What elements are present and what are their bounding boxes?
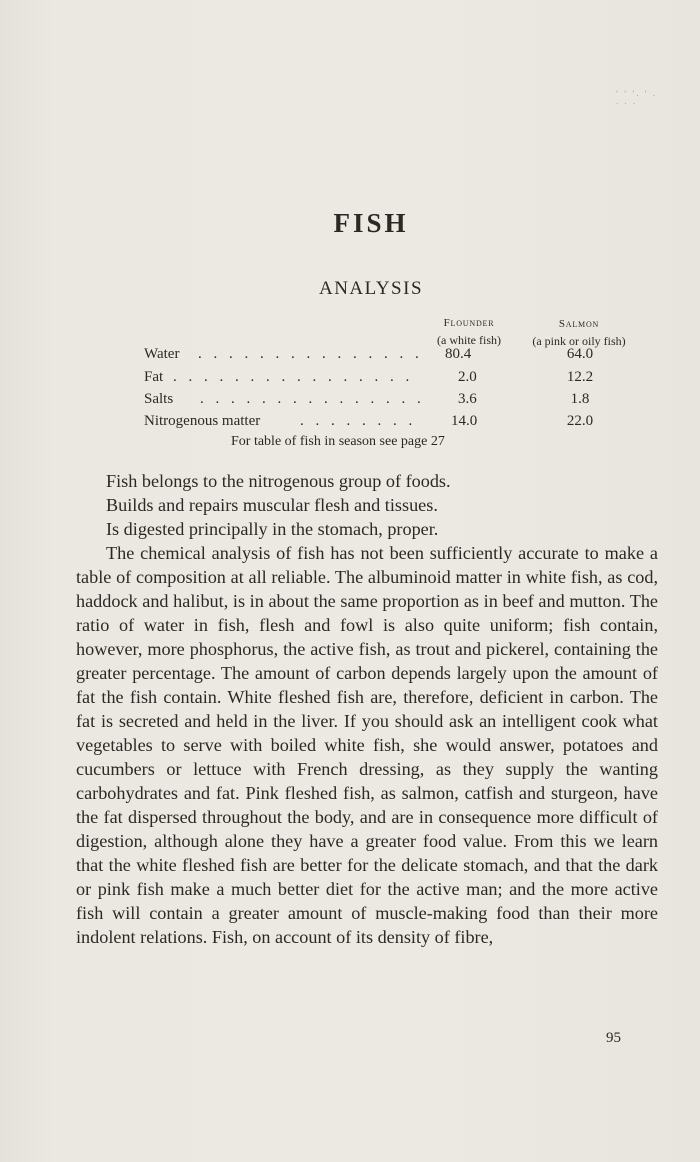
- salmon-value: 12.2: [566, 369, 594, 385]
- column-note: (a white fish): [437, 333, 501, 347]
- salmon-value: 64.0: [566, 346, 594, 362]
- body-text: [76, 469, 658, 949]
- row-label: Salts: [144, 391, 174, 407]
- salmon-value: 22.0: [566, 413, 594, 429]
- salmon-value: 1.8: [570, 391, 590, 407]
- paragraph: The chemical analysis of fish has not been sufficiently accurate to make a table of composition at all reliable. The albuminoid matter in white fish, as cod, haddock and halibut, is in about the same proportion as in beef and mutton. The ratio of water in fish, flesh and fowl is also quite uniform; fish contain, however, more phosphorus, the active fish, as trout and pickerel, containing the greater percentage. The amount of carbon depends largely upon the amount of fat the fish contain. White fleshed fish are, therefore, deficient in carbon. The fat is secreted and held in the liver. If you should ask an intelligent cook what vegetables to serve with boiled white fish, she would answer, potatoes and cucumbers or lettuce with French dressing, as they supply the wanting carbohydrates and fat. Pink fleshed fish, as salmon, catfish and sturgeon, have the fat dispersed throughout the body, and are in consequence more difficult of digestion, although alone they have a greater food value. From this we learn that the white fleshed fish are better for the delicate stomach, and that the dark or pink fish make a much better diet for the active man; and the more active fish will contain a greater amount of muscle-making food than their more indolent relations. Fish, on account of its density of fibre,: [76, 543, 658, 947]
- flounder-value: 3.6: [458, 391, 477, 407]
- table-footnote: For table of fish in season see page 27: [231, 434, 445, 449]
- flounder-value: 80.4: [445, 346, 472, 362]
- row-label: Water: [144, 346, 180, 362]
- paragraph: Builds and repairs muscular flesh and tissues.: [106, 495, 438, 515]
- column-name: Salmon: [558, 318, 600, 330]
- paragraph: Fish belongs to the nitrogenous group of foods.: [106, 471, 451, 491]
- flounder-value: 14.0: [451, 413, 478, 429]
- corner-mark: ' ' '. ' . . . .: [616, 90, 658, 106]
- column-note: (a pink or oily fish): [532, 334, 626, 348]
- row-leader: . . . . . . . . . . . . . . .: [200, 391, 425, 407]
- paragraph: Is digested principally in the stomach, proper.: [106, 519, 439, 539]
- row-leader: . . . . . . . .: [300, 413, 417, 429]
- flounder-value: 2.0: [458, 369, 477, 385]
- column-name: Flounder: [443, 317, 495, 329]
- column-header-salmon: [517, 318, 641, 349]
- page-title: FISH: [333, 208, 409, 238]
- row-leader: . . . . . . . . . . . . . . .: [198, 346, 423, 362]
- row-leader: . . . . . . . . . . . . . . . .: [173, 369, 414, 385]
- row-label: Fat: [144, 369, 164, 385]
- section-subtitle: ANALYSIS: [318, 278, 424, 299]
- column-header-flounder: [422, 317, 516, 348]
- page-number: 95: [606, 1030, 621, 1046]
- row-label: Nitrogenous matter: [144, 413, 261, 429]
